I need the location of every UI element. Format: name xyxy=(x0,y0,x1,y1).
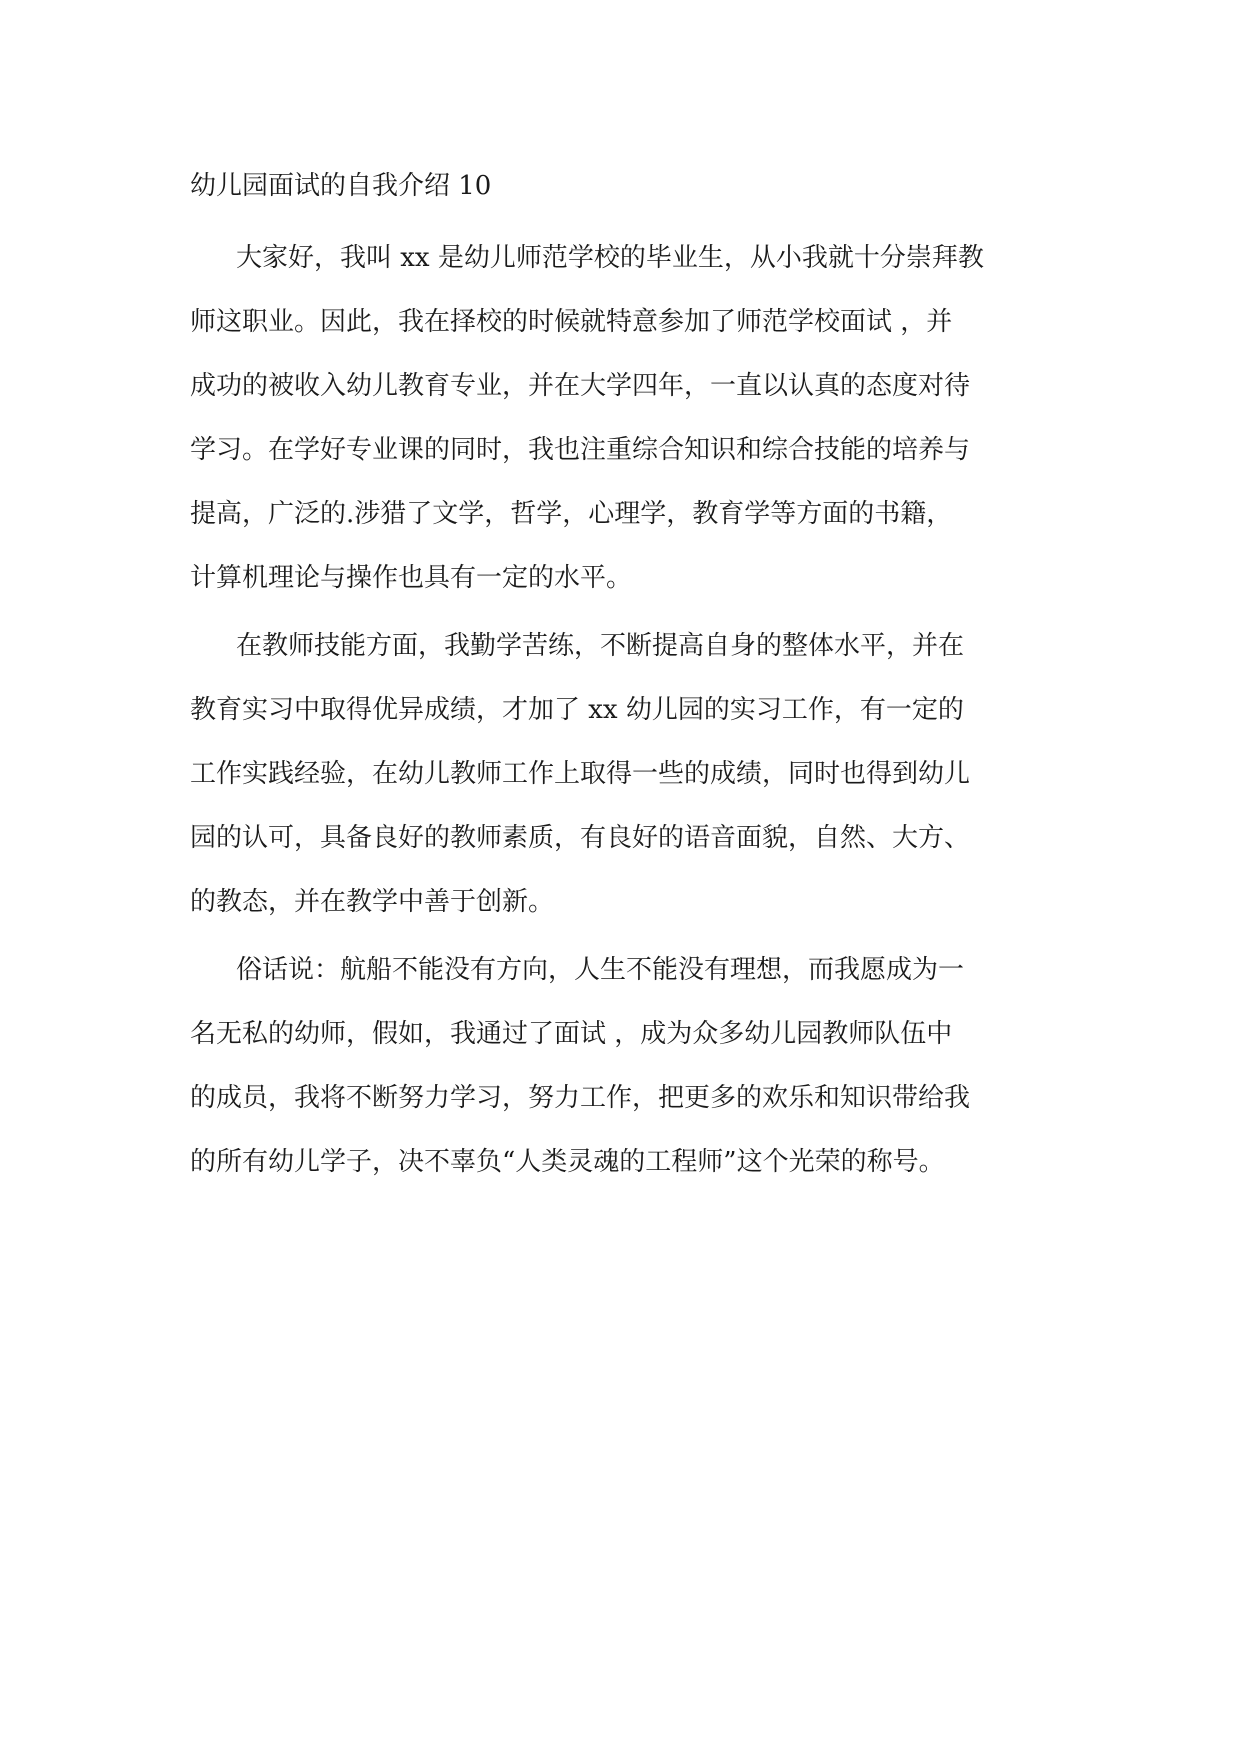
document-title: 幼儿园面试的自我介绍 10 xyxy=(190,171,492,201)
paragraph-line: 学习。在学好专业课的同时，我也注重综合知识和综合技能的培养与 xyxy=(190,435,971,465)
paragraph-line: 大家好，我叫 xx 是幼儿师范学校的毕业生，从小我就十分崇拜教 xyxy=(236,243,984,273)
paragraph-intro xyxy=(190,226,1070,610)
paragraph-line: 的教态，并在教学中善于创新。 xyxy=(190,887,555,917)
paragraph-line: 计算机理论与操作也具有一定的水平。 xyxy=(190,563,633,593)
paragraph-line: 的所有幼儿学子，决不辜负“人类灵魂的工程师”这个光荣的称号。 xyxy=(190,1147,945,1177)
document-body xyxy=(190,160,1070,1198)
paragraph-skills xyxy=(190,614,1070,934)
paragraph-line: 提高，广泛的.涉猎了文学，哲学，心理学，教育学等方面的书籍， xyxy=(190,499,953,529)
paragraph-line: 俗话说：航船不能没有方向，人生不能没有理想，而我愿成为一 xyxy=(236,955,965,985)
paragraph-line: 园的认可，具备良好的教师素质，有良好的语音面貌，自然、大方、 xyxy=(190,823,971,853)
paragraph-line: 工作实践经验，在幼儿教师工作上取得一些的成绩，同时也得到幼儿 xyxy=(190,759,971,789)
paragraph-line: 师这职业。因此，我在择校的时候就特意参加了师范学校面试 ，并 xyxy=(190,307,953,337)
paragraph-line: 在教师技能方面，我勤学苦练，不断提高自身的整体水平，并在 xyxy=(236,631,965,661)
paragraph-line: 教育实习中取得优异成绩，才加了 xx 幼儿园的实习工作，有一定的 xyxy=(190,695,964,725)
paragraph-line: 的成员，我将不断努力学习，努力工作，把更多的欢乐和知识带给我 xyxy=(190,1083,971,1113)
paragraph-line: 成功的被收入幼儿教育专业，并在大学四年，一直以认真的态度对待 xyxy=(190,371,971,401)
paragraph-closing xyxy=(190,938,1070,1194)
paragraph-line: 名无私的幼师，假如，我通过了面试 ，成为众多幼儿园教师队伍中 xyxy=(190,1019,953,1049)
